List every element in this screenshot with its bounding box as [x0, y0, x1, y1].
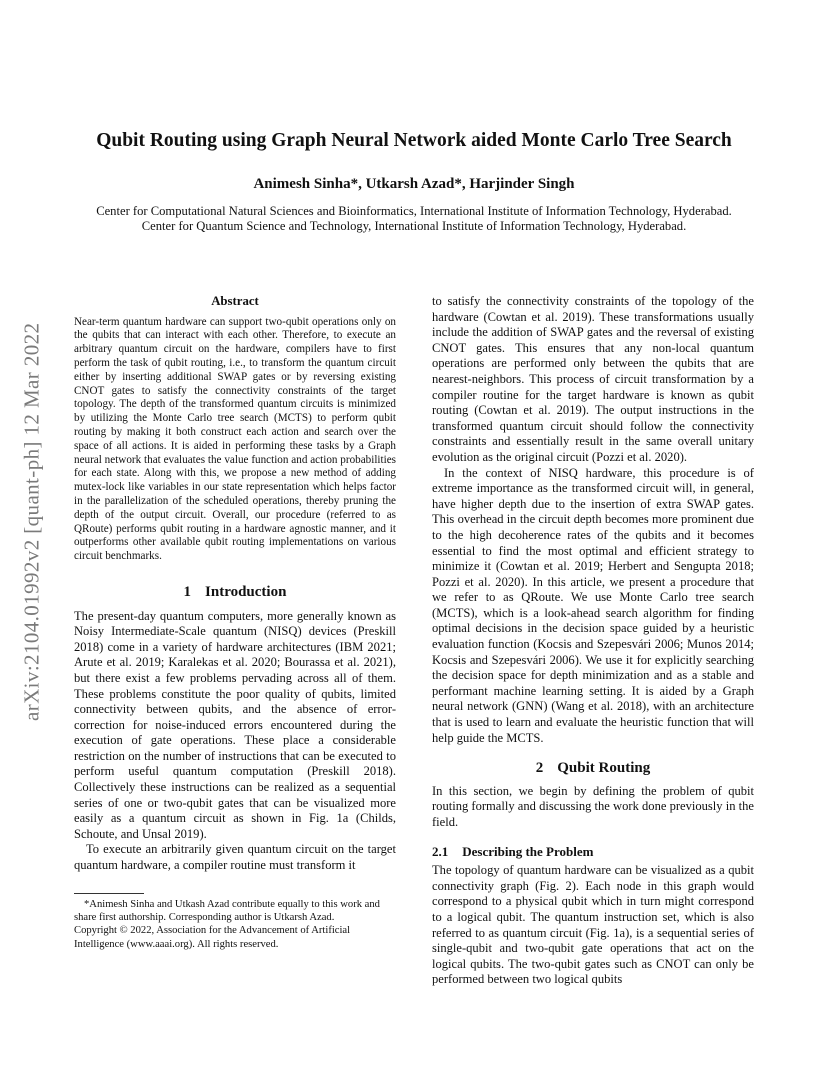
footnote-copyright: Copyright © 2022, Association for the Advancement of Artificial Intelligence (www.aaai.org). All rights reserved.: [74, 925, 351, 950]
subsection-heading-describing: [432, 844, 754, 860]
footnote-rule: [74, 893, 144, 894]
author-list: Animesh Sinha*, Utkarsh Azad*, Harjinder Singh: [253, 176, 575, 192]
section-number: 1: [183, 583, 192, 600]
left-column: [74, 294, 396, 874]
right-paragraph-1: to satisfy the connectivity constraints of the topology of the hardware (Cowtan et al. 2019). These transformations usually include the addition of SWAP gates and the reversal of existing CNOT gates. This ensures that any non-local quantum operations are performed only between the qubits that are nearest-neighbors. This process of circuit transformation by a compiler routine for the target hardware is known as qubit routing (Cowtan et al. 2019). The output instructions in the transformed quantum circuit should follow the connectivity constraints and essentially result in the same overall unitary evolution as the original circuit (Pozzi et al. 2020).: [432, 294, 754, 464]
affiliation-1: Center for Computational Natural Sciences and Bioinformatics, International Institute of Information Technology, Hyderabad.: [96, 204, 732, 218]
paper-title: Qubit Routing using Graph Neural Network aided Monte Carlo Tree Search: [96, 130, 732, 151]
subsection-number: 2.1: [432, 843, 449, 859]
describing-paragraph: The topology of quantum hardware can be visualized as a qubit connectivity graph (Fig. 2). Each node in this graph would correspond to a physical qubit which in turn might correspond to a logical qubit. The quantum instruction set, which is also referred to as quantum circuit (Fig. 1a), is a sequential series of single-qubit and two-qubit gate operations that act on the logical qubits. The two-qubit gates such as CNOT can only be performed between two logical qubits: [432, 863, 754, 987]
section-heading-introduction: [74, 585, 396, 601]
abstract-text: Near-term quantum hardware can support two-qubit operations only on the qubits that can interact with each other. Therefore, to execute an arbitrary quantum circuit on the hardware, compilers have to first perform the task of qubit routing, i.e., to transform the quantum circuit either by inserting additional SWAP gates or by reversing existing CNOT gates to satisfy the connectivity constraints of the target topology. The depth of the transformed quantum circuits is minimized by utilizing the Monte Carlo tree search (MCTS) to perform qubit routing by making it both construct each action and search over the space of all actions. It is aided in performing these tasks by a Graph neural network that evaluates the value function and action probabilities for each state. Along with this, we propose a new method of adding mutex-lock like variables in our state representation which helps factor in the parallelization of the scheduled operations, thereby pruning the depth of the output circuit. Overall, our procedure (referred to as QRoute) performs qubit routing in a hardware agnostic manner, and it outperforms other available qubit routing implementations on various circuit benchmarks.: [74, 315, 396, 563]
subsection-title: Describing the Problem: [462, 843, 594, 859]
arxiv-identifier: arXiv:2104.01992v2 [quant-ph] 12 Mar 2022: [19, 322, 44, 722]
section-number: 2: [535, 760, 544, 777]
footnote: [74, 898, 396, 951]
section-title: Qubit Routing: [557, 760, 651, 777]
affiliations: [60, 204, 768, 234]
intro-paragraph-2: To execute an arbitrarily given quantum circuit on the target quantum hardware, a compiler routine must transform it: [74, 842, 396, 873]
footnote-authorship: *Animesh Sinha and Utkash Azad contribute equally to this work and share first authorship. Corresponding author is Utkarsh Azad.: [74, 899, 380, 924]
abstract-heading: Abstract: [211, 294, 259, 308]
right-column: [432, 294, 754, 988]
section-heading-qubit-routing: [432, 761, 754, 777]
intro-paragraph-1: The present-day quantum computers, more generally known as Noisy Intermediate-Scale quantum (NISQ) devices (Preskill 2018) come in a variety of hardware architectures (IBM 2021; Arute et al. 2019; Karalekas et al. 2020; Bourassa et al. 2021), but there exist a few problems pervading across all of them. These problems constitute the poor quality of qubits, limited connectivity between qubits, and the absence of error-correction for noise-induced errors encountered during the execution of gate operations. These place a considerable restriction on the number of instructions that can be executed to perform useful quantum computation (Preskill 2018). Collectively these instructions can be realized as a sequential series of one or two-qubit gates that can be visualized more easily as a quantum circuit as shown in Fig. 1a (Childs, Schoute, and Unsal 2019).: [74, 608, 396, 841]
qubit-routing-paragraph: In this section, we begin by defining the problem of qubit routing formally and discussing the work done previously in the field.: [432, 783, 754, 829]
right-paragraph-2: In the context of NISQ hardware, this procedure is of extreme importance as the transformed circuit will, in general, have higher depth due to the insertion of extra SWAP gates. This overhead in the circuit depth becomes more prominent due to the high decoherence rates of the qubits and it becomes essential to find the most optimal and efficient strategy to minimize it (Cowtan et al. 2019; Herbert and Sengupta 2018; Pozzi et al. 2020). In this article, we present a procedure that we refer to as QRoute. We use Monte Carlo tree search (MCTS), which is a look-ahead search algorithm for finding optimal decisions in the decision space guided by a heuristic evaluation function (Kocsis and Szepesvári 2006; Munos 2014; Kocsis and Szepesvári 2006). We use it for explicitly searching the decision space for depth minimization and as a stable and performant machine learning setting. It is aided by a Graph neural network (GNN) (Wang et al. 2018), with an architecture that is used to learn and evaluate the heuristic function that will help guide the MCTS.: [432, 465, 754, 745]
section-title: Introduction: [205, 583, 287, 600]
affiliation-2: Center for Quantum Science and Technology, International Institute of Information Technology, Hyderabad.: [141, 219, 687, 233]
